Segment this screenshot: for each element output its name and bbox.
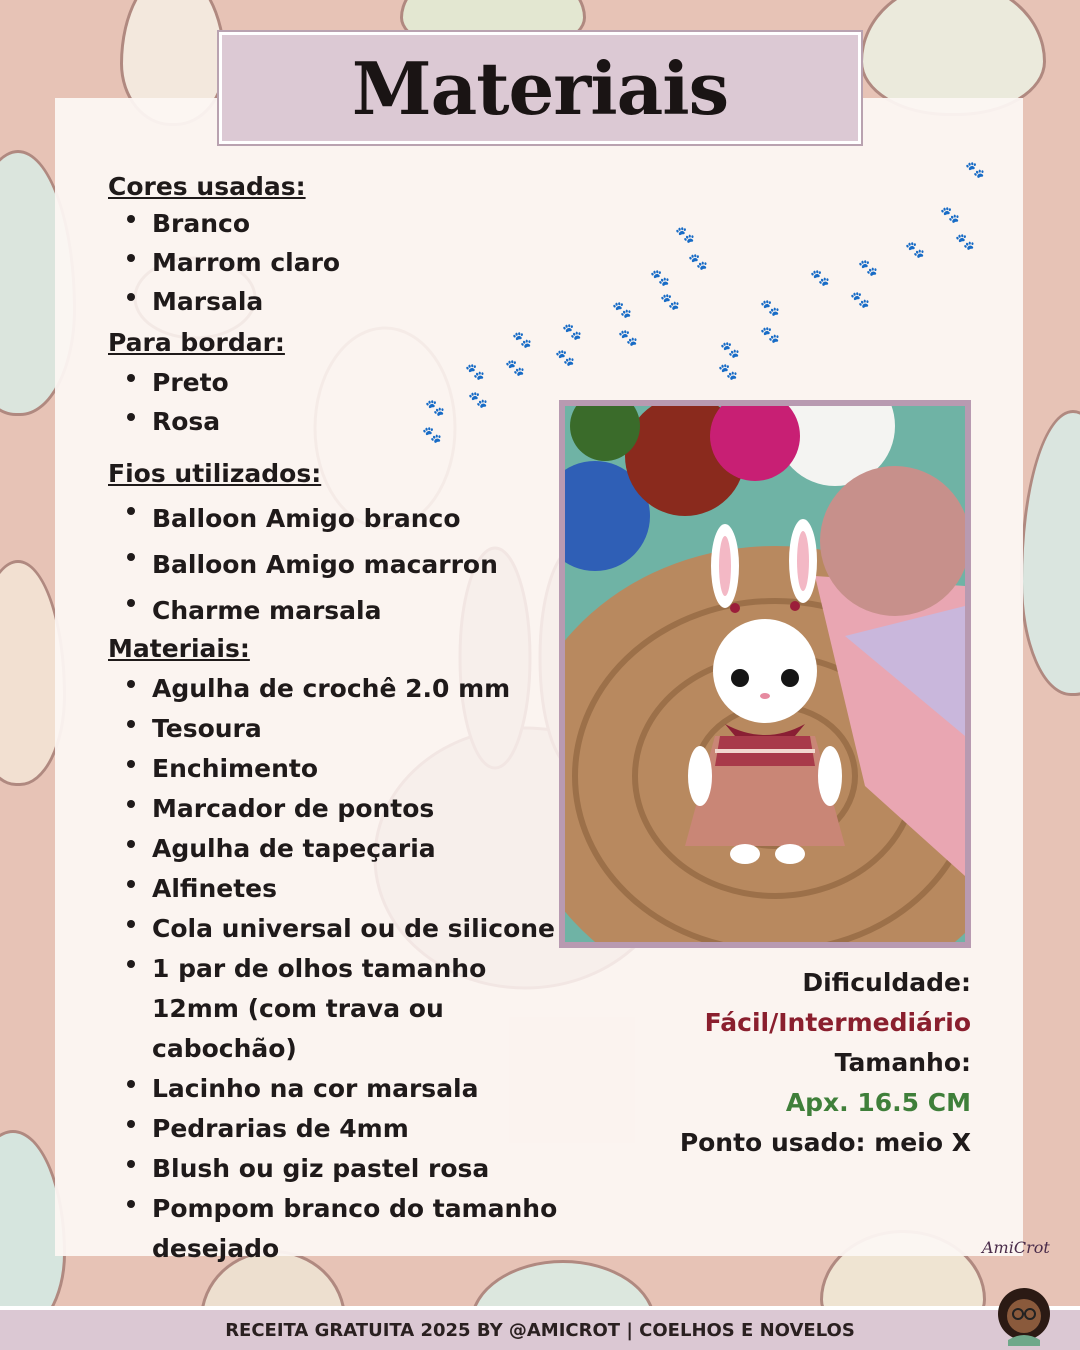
paw-print-icon: 🐾 [612, 300, 632, 319]
page-title: Materiais [351, 45, 729, 131]
paw-print-icon: 🐾 [468, 390, 488, 409]
section-heading-materiais: Materiais: [108, 634, 250, 663]
paw-print-icon: 🐾 [618, 328, 638, 347]
section-heading-bordar: Para bordar: [108, 328, 285, 357]
list-item: Lacinho na cor marsala [108, 1069, 558, 1109]
list-item: Marcador de pontos [108, 789, 558, 829]
list-item: 1 par de olhos tamanho 12mm (com trava ou cabochão) [108, 949, 558, 1069]
easter-egg-illustration [1020, 410, 1080, 696]
section-heading-fios: Fios utilizados: [108, 459, 322, 488]
materiais-list [108, 669, 558, 1269]
footer-banner [0, 1306, 1080, 1350]
materials-list-column [108, 170, 558, 1269]
size-value: Apx. 16.5 CM [785, 1088, 971, 1117]
paw-print-icon: 🐾 [760, 325, 780, 344]
pattern-info [591, 963, 971, 1163]
list-item: Blush ou giz pastel rosa [108, 1149, 558, 1189]
list-item: Balloon Amigo branco [108, 496, 558, 542]
paw-print-icon: 🐾 [675, 225, 695, 244]
paw-print-icon: 🐾 [562, 322, 582, 341]
paw-print-icon: 🐾 [425, 398, 445, 417]
fios-list [108, 496, 558, 634]
title-banner [219, 32, 861, 144]
list-item: Alfinetes [108, 869, 558, 909]
section-heading-cores: Cores usadas: [108, 172, 306, 201]
paw-print-icon: 🐾 [465, 362, 485, 381]
paw-print-icon: 🐾 [955, 232, 975, 251]
list-item: Balloon Amigo macarron [108, 542, 558, 588]
cores-list [108, 204, 558, 321]
amicrot-logo [978, 1236, 1070, 1346]
footer-text: RECEITA GRATUITA 2025 BY @AMICROT | COELHOS E NOVELOS [225, 1319, 855, 1341]
list-item: Branco [108, 204, 558, 243]
list-item: Marsala [108, 282, 558, 321]
paw-print-icon: 🐾 [858, 258, 878, 277]
difficulty-label: Dificuldade: [802, 968, 971, 997]
logo-text: AmiCrot [982, 1238, 1050, 1257]
paw-print-icon: 🐾 [760, 298, 780, 317]
paw-print-icon: 🐾 [718, 362, 738, 381]
paw-print-icon: 🐾 [905, 240, 925, 259]
paw-print-icon: 🐾 [720, 340, 740, 359]
paw-print-icon: 🐾 [555, 348, 575, 367]
difficulty-value: Fácil/Intermediário [704, 1008, 971, 1037]
paw-print-icon: 🐾 [810, 268, 830, 287]
paw-print-icon: 🐾 [660, 292, 680, 311]
list-item: Enchimento [108, 749, 558, 789]
bunny-photo-illustration [565, 406, 965, 942]
paw-print-icon: 🐾 [850, 290, 870, 309]
paw-print-icon: 🐾 [650, 268, 670, 287]
paw-print-icon: 🐾 [688, 252, 708, 271]
stitch-used: Ponto usado: meio X [679, 1128, 971, 1157]
paw-print-icon: 🐾 [965, 160, 985, 179]
list-item: Rosa [108, 402, 558, 441]
size-label: Tamanho: [834, 1048, 971, 1077]
amigurumi-bunny-photo [559, 400, 971, 948]
list-item: Marrom claro [108, 243, 558, 282]
list-item: Agulha de crochê 2.0 mm [108, 669, 558, 709]
paw-print-icon: 🐾 [512, 330, 532, 349]
list-item: Preto [108, 363, 558, 402]
list-item: Pompom branco do tamanho desejado [108, 1189, 558, 1269]
list-item: Pedrarias de 4mm [108, 1109, 558, 1149]
paw-print-icon: 🐾 [422, 425, 442, 444]
bordar-list [108, 363, 558, 441]
list-item: Tesoura [108, 709, 558, 749]
paw-print-icon: 🐾 [940, 205, 960, 224]
list-item: Agulha de tapeçaria [108, 829, 558, 869]
list-item: Charme marsala [108, 588, 558, 634]
paw-print-icon: 🐾 [505, 358, 525, 377]
list-item: Cola universal ou de silicone [108, 909, 558, 949]
